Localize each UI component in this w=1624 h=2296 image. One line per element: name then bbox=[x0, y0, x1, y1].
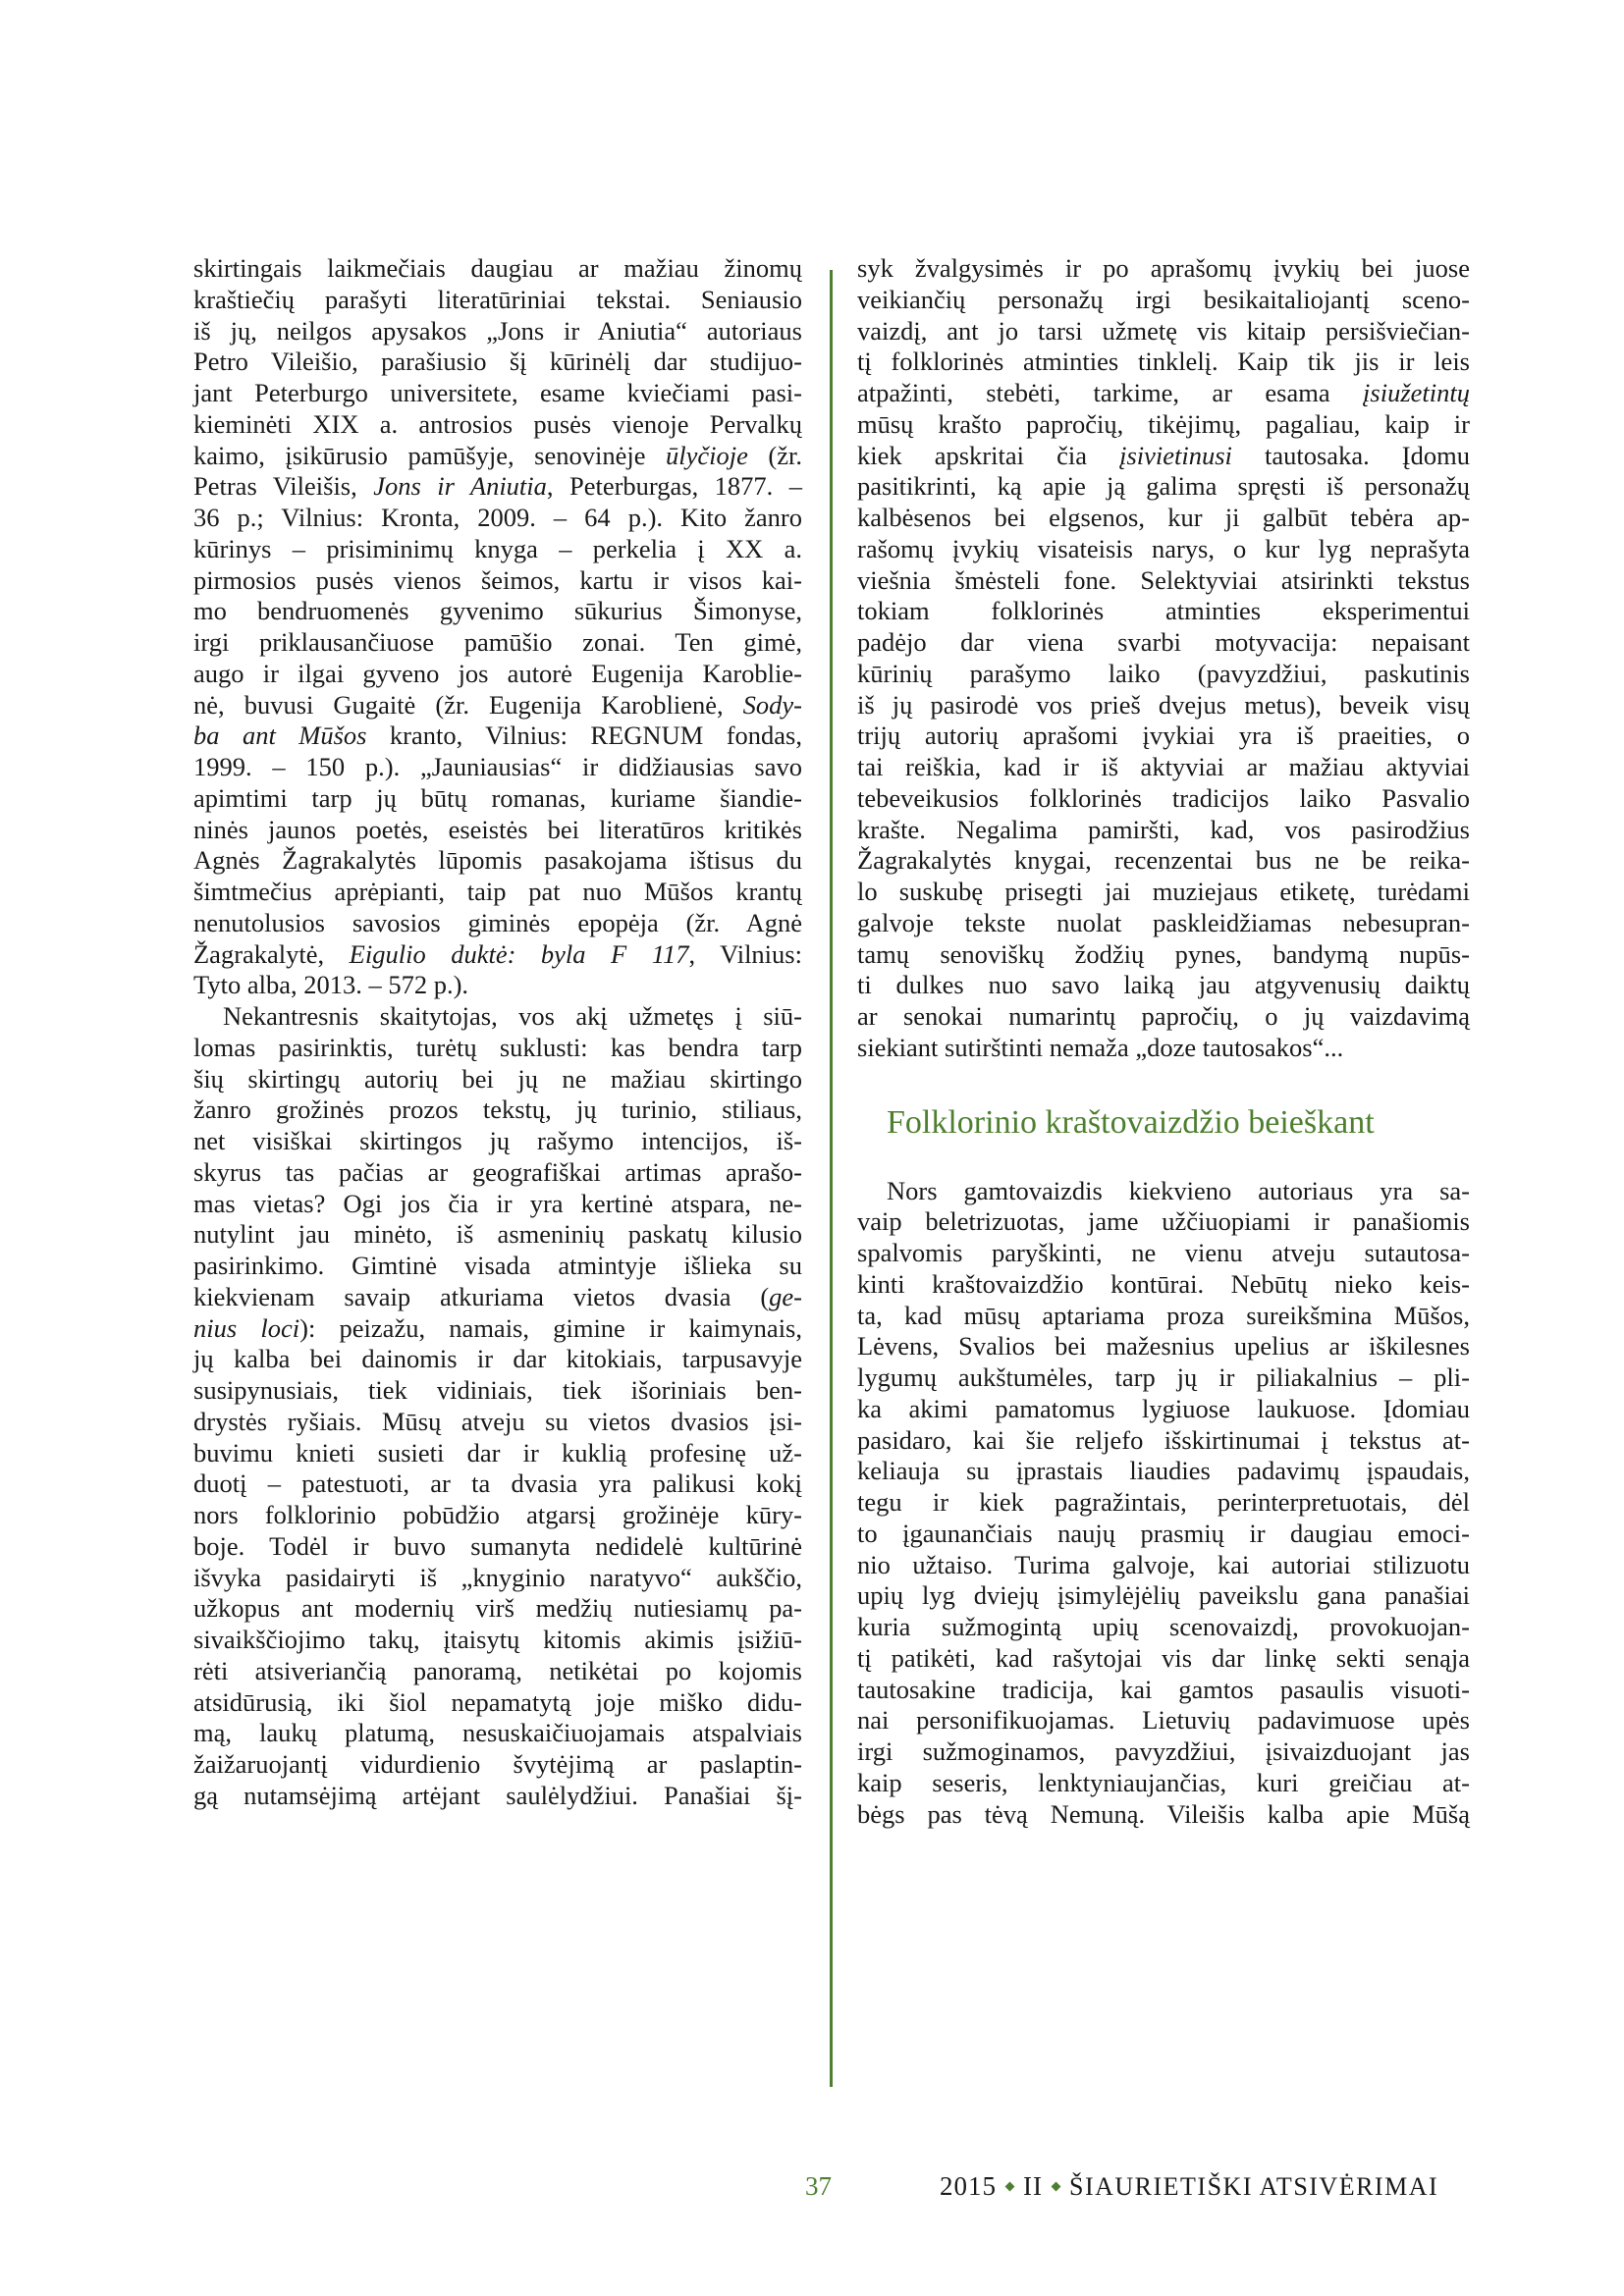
page-number: 37 bbox=[805, 2171, 832, 2201]
text-line bbox=[193, 471, 802, 503]
text-line: iš jų pasirodė vos prieš dvejus metus), beveik visų bbox=[857, 689, 1470, 720]
left-column bbox=[193, 253, 802, 1812]
text-line: sivaikščiojimo takų, įtaisytų kitomis akimis įsižiū- bbox=[193, 1625, 802, 1654]
text-line: padėjo dar viena svarbi motyvacija: nepaisant bbox=[857, 627, 1470, 657]
text-line: tautosakine tradicija, kai gamtos pasaulis visuoti- bbox=[857, 1674, 1470, 1704]
text-line: tegu ir kiek pagražintais, perinterpretuotais, dėl bbox=[857, 1487, 1470, 1517]
text-line: irgi priklausančiuose pamūšio zonai. Ten gimė, bbox=[193, 627, 802, 657]
text-line: ninės jaunos poetės, eseistės bei literatūros kritikės bbox=[193, 814, 802, 844]
text-line: pirmosios pusės vienos šeimos, kartu ir visos kai- bbox=[193, 564, 802, 595]
text-line: spalvomis paryškinti, ne vienu atveju sutautosa- bbox=[857, 1238, 1470, 1267]
text-line: to įgaunančiais naujų prasmių ir daugiau emoci- bbox=[857, 1518, 1470, 1548]
text-line: gą nutamsėjimą artėjant saulėlydžiui. Panašiai šį- bbox=[193, 1780, 802, 1810]
book-title: Jons ir Aniutia bbox=[373, 471, 547, 502]
text-line bbox=[193, 441, 802, 472]
text-line: nenutolusios savosios giminės epopėja (žr. Agnė bbox=[193, 907, 802, 937]
text-run: , Peterburgas, 1877. – bbox=[546, 471, 803, 502]
text-line: jų kalba bei dainomis ir dar kitokiais, tarpusavyje bbox=[193, 1344, 802, 1374]
text-line: trijų autorių aprašomi įvykiai yra iš praeities, o bbox=[857, 721, 1470, 751]
text-line: Tyto alba, 2013. – 572 p.). bbox=[193, 970, 469, 1000]
text-line: žaižaruojantį vidurdienio švytėjimą ar paslaptin- bbox=[193, 1749, 802, 1779]
text-line: žanro grožinės prozos tekstų, jų turinio, stiliaus, bbox=[193, 1095, 802, 1125]
text-line: pasirinkimo. Gimtinė visada atmintyje išlieka su bbox=[193, 1251, 802, 1280]
text-line: pasidaro, kai šie reljefo išskirtinumai į tekstus at- bbox=[857, 1424, 1470, 1455]
text-line: kraštiečių parašyti literatūriniai tekstai. Seniausio bbox=[193, 284, 802, 314]
text-line: nai personifikuojamas. Lietuvių padavimuose upės bbox=[857, 1705, 1470, 1735]
text-line: duotį – patestuoti, ar ta dvasia yra palikusi kokį bbox=[193, 1468, 802, 1499]
italic-term: įsiužetintų bbox=[1363, 378, 1470, 407]
text-line: atsidūrusią, iki šiol nepamatytą joje miško didu- bbox=[193, 1686, 802, 1717]
text-line: apimtimi tarp jų būtų romanas, kuriame šiandie- bbox=[193, 782, 802, 813]
text-line bbox=[857, 378, 1470, 409]
text-run: Žagrakalytė, bbox=[193, 938, 350, 969]
text-line: veikiančių personažų irgi besikaitaliojantį sceno- bbox=[857, 284, 1470, 314]
text-line: boje. Todėl ir buvo sumanyta nedidelė kultūrinė bbox=[193, 1530, 802, 1561]
text-run: atpažinti, stebėti, tarkime, ar esama bbox=[857, 378, 1364, 407]
text-line: Lėvens, Svalios bei mažesnius upelius ar iškilesnes bbox=[857, 1331, 1470, 1362]
text-line: krašte. Negalima pamiršti, kad, vos pasirodžius bbox=[857, 814, 1470, 844]
text-line: net visiškai skirtingos jų rašymo intencijos, iš- bbox=[193, 1126, 802, 1155]
text-line: jant Peterburgo universitete, esame kviečiami pasi- bbox=[193, 378, 802, 407]
text-line: mūsų krašto papročių, tikėjimų, pagaliau, kaip ir bbox=[857, 408, 1470, 439]
diamond-icon bbox=[1005, 2181, 1015, 2191]
text-run: Petras Vileišis, bbox=[193, 471, 374, 502]
text-line: tamų senoviškų žodžių pynes, bandymą nupūs- bbox=[857, 938, 1470, 969]
text-line: mas vietas? Ogi jos čia ir yra kertinė atspara, ne- bbox=[193, 1188, 802, 1218]
text-line: išvyka pasidairyti iš „knyginio naratyvo“ aukščio, bbox=[193, 1562, 802, 1592]
diamond-icon bbox=[1052, 2181, 1061, 2191]
text-line: viešnia šmėsteli fone. Selektyviai atsirinkti tekstus bbox=[857, 564, 1470, 595]
text-line: skyrus tas pačias ar geografiškai artimas aprašo- bbox=[193, 1156, 802, 1187]
text-line: upių lyg dviejų įsimylėjėlių paveikslu gana panašiai bbox=[857, 1580, 1470, 1611]
text-line: užkopus ant modernių virš medžių nutiesiamų pa- bbox=[193, 1593, 802, 1624]
text-line: buvimu knieti susieti dar ir kuklią profesinę už- bbox=[193, 1437, 802, 1468]
book-title: Sody- bbox=[742, 689, 802, 720]
text-line: 36 p.; Vilnius: Kronta, 2009. – 64 p.). Kito žanro bbox=[193, 503, 802, 532]
text-line: lomas pasirinktis, turėtų suklusti: kas bendra tarp bbox=[193, 1032, 802, 1062]
text-line: ka akimi pamatomus lygiuose laukuose. Įdomiau bbox=[857, 1393, 1470, 1423]
text-line: syk žvalgysimės ir po aprašomų įvykių bei juose bbox=[857, 253, 1470, 283]
text-line: ta, kad mūsų aptariama proza sureikšmina Mūšos, bbox=[857, 1300, 1470, 1330]
text-run: kranto, Vilnius: REGNUM fondas, bbox=[366, 721, 802, 751]
italic-term: įsivietinusi bbox=[1119, 440, 1232, 470]
italic-term: ge- bbox=[769, 1281, 802, 1311]
text-line: kūrinių parašymo laiko (pavyzdžiui, paskutinis bbox=[857, 658, 1470, 688]
text-line: kuria sužmogintą upių scenovaizdį, provokuojan- bbox=[857, 1612, 1470, 1641]
text-line: Petro Vileišio, parašiusio šį kūrinėlį dar studijuo- bbox=[193, 347, 802, 377]
text-line: rašomų įvykių visateisis narys, o kur lyg neprašyta bbox=[857, 533, 1470, 563]
journal-info bbox=[940, 2171, 1438, 2202]
text-line: Žagrakalytės knygai, recenzentai bus ne be reika- bbox=[857, 845, 1470, 876]
italic-term: nius loci bbox=[193, 1312, 300, 1343]
text-line: 1999. – 150 p.). „Jauniausias“ ir didžiausias savo bbox=[193, 752, 802, 781]
text-line: mą, laukų platumą, nesuskaičiuojamais atspalviais bbox=[193, 1718, 802, 1748]
text-line: augo ir ilgai gyveno jos autorė Eugenija Karoblie- bbox=[193, 658, 802, 688]
text-line: Agnės Žagrakalytės lūpomis pasakojama ištisus du bbox=[193, 845, 802, 876]
page-footer bbox=[0, 2171, 1624, 2211]
text-line: Nors gamtovaizdis kiekvieno autoriaus yra sa- bbox=[887, 1175, 1470, 1205]
text-line: keliauja su įprastais liaudies padavimų įspaudais, bbox=[857, 1456, 1470, 1486]
text-line: kaip seseris, lenktyniaujančias, kuri greičiau at- bbox=[857, 1767, 1470, 1797]
text-line: kinti kraštovaizdžio kontūrai. Nebūtų nieko keis- bbox=[857, 1268, 1470, 1299]
text-line: šių skirtingų autorių bei jų ne mažiau skirtingo bbox=[193, 1063, 802, 1094]
issue-year: 2015 bbox=[940, 2171, 997, 2201]
text-line: šimtmečius aprėpianti, taip pat nuo Mūšos krantų bbox=[193, 877, 802, 906]
text-run: nė, buvusi Gugaitė (žr. Eugenija Karoblienė, bbox=[193, 689, 743, 720]
text-run: kiekvienam savaip atkuriama vietos dvasia ( bbox=[193, 1281, 770, 1311]
text-line: ti dulkes nuo savo laiką jau atgyvenusių daiktų bbox=[857, 970, 1470, 1000]
text-line: tebeveikusios folklorinės tradicijos laiko Pasvalio bbox=[857, 782, 1470, 813]
right-column bbox=[857, 253, 1470, 1830]
text-line: irgi sužmoginamos, pavyzdžiui, įsivaizduojant jas bbox=[857, 1736, 1470, 1766]
text-line: nio užtaiso. Turima galvoje, kai autoriai stilizuotu bbox=[857, 1549, 1470, 1579]
column-divider-rule bbox=[830, 270, 833, 2087]
text-line bbox=[193, 1282, 802, 1313]
text-line bbox=[193, 939, 802, 971]
text-line bbox=[193, 721, 802, 752]
italic-term: ūlyčioje bbox=[666, 440, 748, 470]
text-line: lygumų aukštumėles, tarp jų ir piliakalnius – pli- bbox=[857, 1362, 1470, 1392]
text-line: nutylint jau minėto, iš asmeninių paskatų kilusio bbox=[193, 1219, 802, 1250]
text-run: tautosaka. Įdomu bbox=[1231, 440, 1470, 470]
book-title: Eigulio duktė: byla F 117 bbox=[349, 938, 689, 969]
text-line: rėti atsiveriančią panoramą, netikėtai po kojomis bbox=[193, 1655, 802, 1685]
text-line: nors folklorinio pobūdžio atgarsį grožinėje kūry- bbox=[193, 1500, 802, 1529]
text-line bbox=[193, 1313, 802, 1345]
text-line: tį patikėti, kad rašytojai vis dar linkę sekti senąja bbox=[857, 1642, 1470, 1673]
text-run: kiek apskritai čia bbox=[857, 440, 1120, 470]
text-line: susipynusiais, tiek vidiniais, tiek išoriniais ben- bbox=[193, 1375, 802, 1405]
text-line bbox=[857, 441, 1470, 472]
text-line: iš jų, neilgos apysakos „Jons ir Aniutia“ autoriaus bbox=[193, 315, 802, 346]
text-line: bėgs pas tėvą Nemuną. Vileišis kalba apie Mūšą bbox=[857, 1798, 1470, 1829]
text-line: ar senokai numarintų papročių, o jų vaizdavimą bbox=[857, 1001, 1470, 1031]
text-line: Nekantresnis skaitytojas, vos akį užmetęs į siū- bbox=[223, 1001, 802, 1031]
text-line: tokiam folklorinės atminties eksperimentui bbox=[857, 596, 1470, 626]
text-line: vaip beletrizuotas, jame užčiuopiami ir panašiomis bbox=[857, 1206, 1470, 1237]
text-line: skirtingais laikmečiais daugiau ar mažiau žinomų bbox=[193, 253, 802, 283]
text-line: tį folklorinės atminties tinklelį. Kaip tik jis ir leis bbox=[857, 347, 1470, 377]
journal-name: ŠIAURIETIŠKI ATSIVĖRIMAI bbox=[1068, 2172, 1439, 2201]
text-line: kieminėti XIX a. antrosios pusės vienoje Pervalkų bbox=[193, 408, 802, 439]
text-line: tai reiškia, kad ir iš aktyviai ar mažiau aktyviai bbox=[857, 752, 1470, 781]
book-title: ba ant Mūšos bbox=[193, 721, 367, 751]
text-line: siekiant sutirštinti nemaža „doze tautosakos“... bbox=[857, 1032, 1344, 1062]
text-run: kaimo, įsikūrusio pamūšyje, senovinėje bbox=[193, 440, 667, 470]
text-line: kūrinys – prisiminimų knyga – perkelia į XX a. bbox=[193, 533, 802, 563]
section-heading: Folklorinio kraštovaizdžio beieškant bbox=[887, 1103, 1375, 1141]
text-line: vaizdį, ant jo tarsi užmetę vis kitaip persišviečian- bbox=[857, 315, 1470, 346]
text-run: (žr. bbox=[747, 440, 802, 470]
issue-number: II bbox=[1023, 2171, 1043, 2201]
text-run: ): peizažu, namais, gimine ir kaimynais, bbox=[299, 1312, 802, 1343]
text-line: lo suskubę prisegti jai muziejaus etiketę, turėdami bbox=[857, 877, 1470, 906]
text-line: galvoje tekste nuolat paskleidžiamas nebesupran- bbox=[857, 907, 1470, 937]
text-line bbox=[193, 690, 802, 721]
text-line: mo bendruomenės gyvenimo sūkurius Šimonyse, bbox=[193, 596, 802, 626]
text-line: drystės ryšiais. Mūsų atveju su vietos dvasios įsi- bbox=[193, 1406, 802, 1436]
text-line: pasitikrinti, ką apie ją galima spręsti iš personažų bbox=[857, 471, 1470, 502]
text-run: , Vilnius: bbox=[688, 938, 802, 969]
text-line: kalbėsenos bei elgsenos, kur ji galbūt tebėra ap- bbox=[857, 503, 1470, 532]
